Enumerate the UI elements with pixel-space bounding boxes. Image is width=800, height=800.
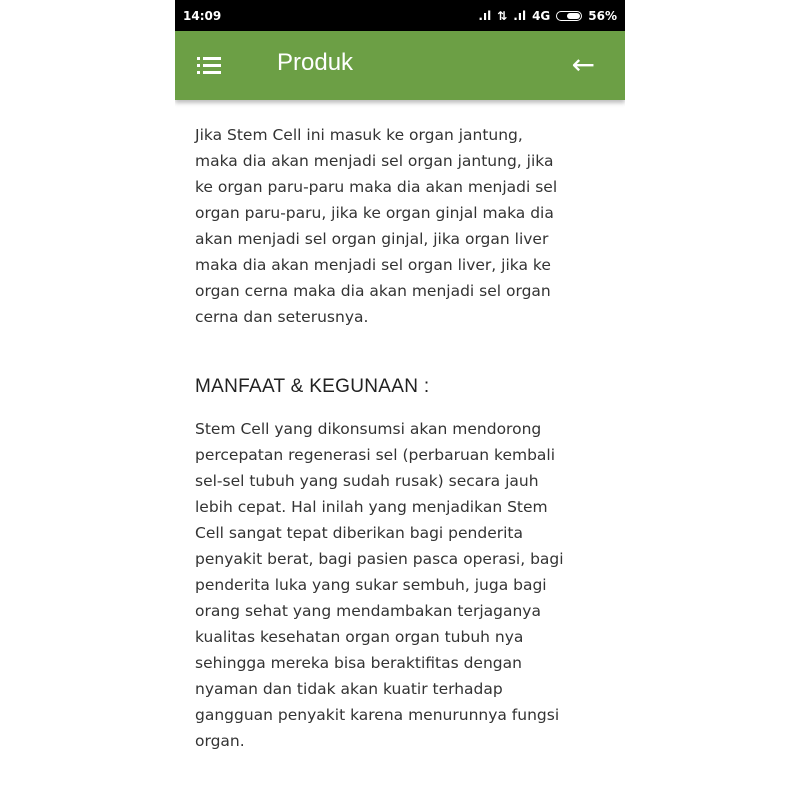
text-line: Jika Stem Cell ini masuk ke organ jantung, — [195, 126, 523, 144]
text-line: akan menjadi sel organ ginjal, jika organ liver — [195, 230, 549, 248]
signal-icon-2: .ıl — [513, 8, 527, 23]
status-time: 14:09 — [183, 8, 222, 23]
network-type: 4G — [532, 8, 551, 23]
text-line: orang sehat yang mendambakan terjaganya — [195, 602, 541, 620]
text-line: organ. — [195, 732, 245, 750]
text-line: maka dia akan menjadi sel organ jantung, jika — [195, 152, 554, 170]
text-line: percepatan regenerasi sel (perbaruan kembali — [195, 446, 556, 464]
product-content — [175, 100, 625, 754]
data-transfer-icon: ⇅ — [497, 8, 508, 23]
status-bar — [175, 0, 625, 31]
text-line: sel-sel tubuh yang sudah rusak) secara jauh — [195, 472, 539, 490]
text-line: ke organ paru-paru maka dia akan menjadi sel — [195, 178, 558, 196]
menu-icon[interactable] — [197, 57, 221, 75]
text-line: cerna dan seterusnya. — [195, 308, 369, 326]
phone-screen — [175, 0, 625, 800]
battery-icon — [556, 11, 582, 21]
paragraph-intro — [195, 122, 605, 330]
text-line: organ paru-paru, jika ke organ ginjal maka dia — [195, 204, 554, 222]
text-line: nyaman dan tidak akan kuatir terhadap — [195, 680, 503, 698]
text-line: kualitas kesehatan organ organ tubuh nya — [195, 628, 524, 646]
text-line: maka dia akan menjadi sel organ liver, jika ke — [195, 256, 551, 274]
text-line: organ cerna maka dia akan menjadi sel organ — [195, 282, 551, 300]
app-toolbar — [175, 31, 625, 100]
text-line: Cell sangat tepat diberikan bagi penderita — [195, 524, 523, 542]
battery-percent: 56% — [588, 8, 617, 23]
text-line: penyakit berat, bagi pasien pasca operasi, bagi — [195, 550, 564, 568]
paragraph-benefits — [195, 416, 605, 754]
text-line: gangguan penyakit karena menurunnya fungsi — [195, 706, 560, 724]
signal-icon: .ıl — [478, 8, 492, 23]
text-line: penderita luka yang sukar sembuh, juga bagi — [195, 576, 547, 594]
back-arrow-icon[interactable]: ← — [571, 48, 595, 81]
text-line: sehingga mereka bisa beraktifitas dengan — [195, 654, 522, 672]
section-heading: MANFAAT & KEGUNAAN : — [195, 376, 430, 397]
text-line: lebih cepat. Hal inilah yang menjadikan Stem — [195, 498, 548, 516]
page-title: Produk — [277, 49, 354, 76]
text-line: Stem Cell yang dikonsumsi akan mendorong — [195, 420, 542, 438]
